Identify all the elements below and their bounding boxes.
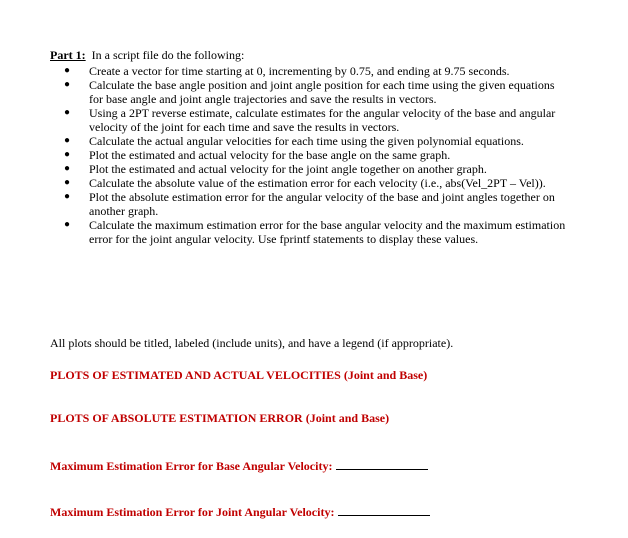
max-joint-error-label: Maximum Estimation Error for Joint Angular Velocity: — [50, 505, 335, 519]
list-item — [60, 78, 570, 106]
list-item-text: Create a vector for time starting at 0, incrementing by 0.75, and ending at 9.75 seconds. — [89, 64, 510, 78]
list-item-text: Calculate the base angle position and joint angle position for each time using the given equations for base angle and joint angle trajectories and save the results in vectors. — [89, 78, 555, 106]
part-intro: In a script file do the following: — [91, 48, 245, 62]
bullet-icon: ● — [64, 191, 71, 202]
list-item-text: Plot the estimated and actual velocity for the joint angle together on another graph. — [89, 162, 487, 176]
plot-requirements-note: All plots should be titled, labeled (include units), and have a legend (if appropriate). — [50, 336, 454, 350]
section-heading-velocity-plots: PLOTS OF ESTIMATED AND ACTUAL VELOCITIES (Joint and Base) — [50, 368, 428, 382]
bullet-icon: ● — [64, 135, 71, 146]
max-joint-error-row — [50, 503, 430, 519]
list-item — [60, 64, 570, 78]
bullet-icon: ● — [64, 163, 71, 174]
list-item-text: Plot the absolute estimation error for the angular velocity of the base and joint angles together on another graph. — [89, 190, 555, 218]
list-item — [60, 218, 570, 246]
list-item-text: Calculate the actual angular velocities for each time using the given polynomial equations. — [89, 134, 524, 148]
list-item — [60, 148, 570, 162]
list-item — [60, 190, 570, 218]
list-item — [60, 162, 570, 176]
bullet-icon: ● — [64, 107, 71, 118]
list-item-text: Plot the estimated and actual velocity for the base angle on the same graph. — [89, 148, 451, 162]
list-item — [60, 134, 570, 148]
max-joint-error-blank[interactable] — [338, 503, 430, 516]
list-item-text: Calculate the absolute value of the estimation error for each velocity (i.e., abs(Vel_2PT – Vel)). — [89, 176, 546, 190]
bullet-icon: ● — [64, 177, 71, 188]
part-label: Part 1: — [50, 48, 86, 62]
max-base-error-label: Maximum Estimation Error for Base Angular Velocity: — [50, 459, 333, 473]
bullet-icon: ● — [64, 65, 71, 76]
bullet-icon: ● — [64, 219, 71, 230]
max-base-error-blank[interactable] — [336, 457, 428, 470]
list-item — [60, 106, 570, 134]
bullet-icon: ● — [64, 149, 71, 160]
list-item-text: Using a 2PT reverse estimate, calculate estimates for the angular velocity of the base and angular velocity of the joint for each time and save the results in vectors. — [89, 106, 556, 134]
max-base-error-row — [50, 457, 428, 473]
list-item-text: Calculate the maximum estimation error for the base angular velocity and the maximum estimation error for the joint angular velocity. Use fprintf statements to display these values. — [89, 218, 566, 246]
instruction-list — [60, 64, 570, 246]
part-heading — [50, 48, 244, 62]
list-item — [60, 176, 570, 190]
bullet-icon: ● — [64, 79, 71, 90]
section-heading-error-plots: PLOTS OF ABSOLUTE ESTIMATION ERROR (Joint and Base) — [50, 411, 390, 425]
